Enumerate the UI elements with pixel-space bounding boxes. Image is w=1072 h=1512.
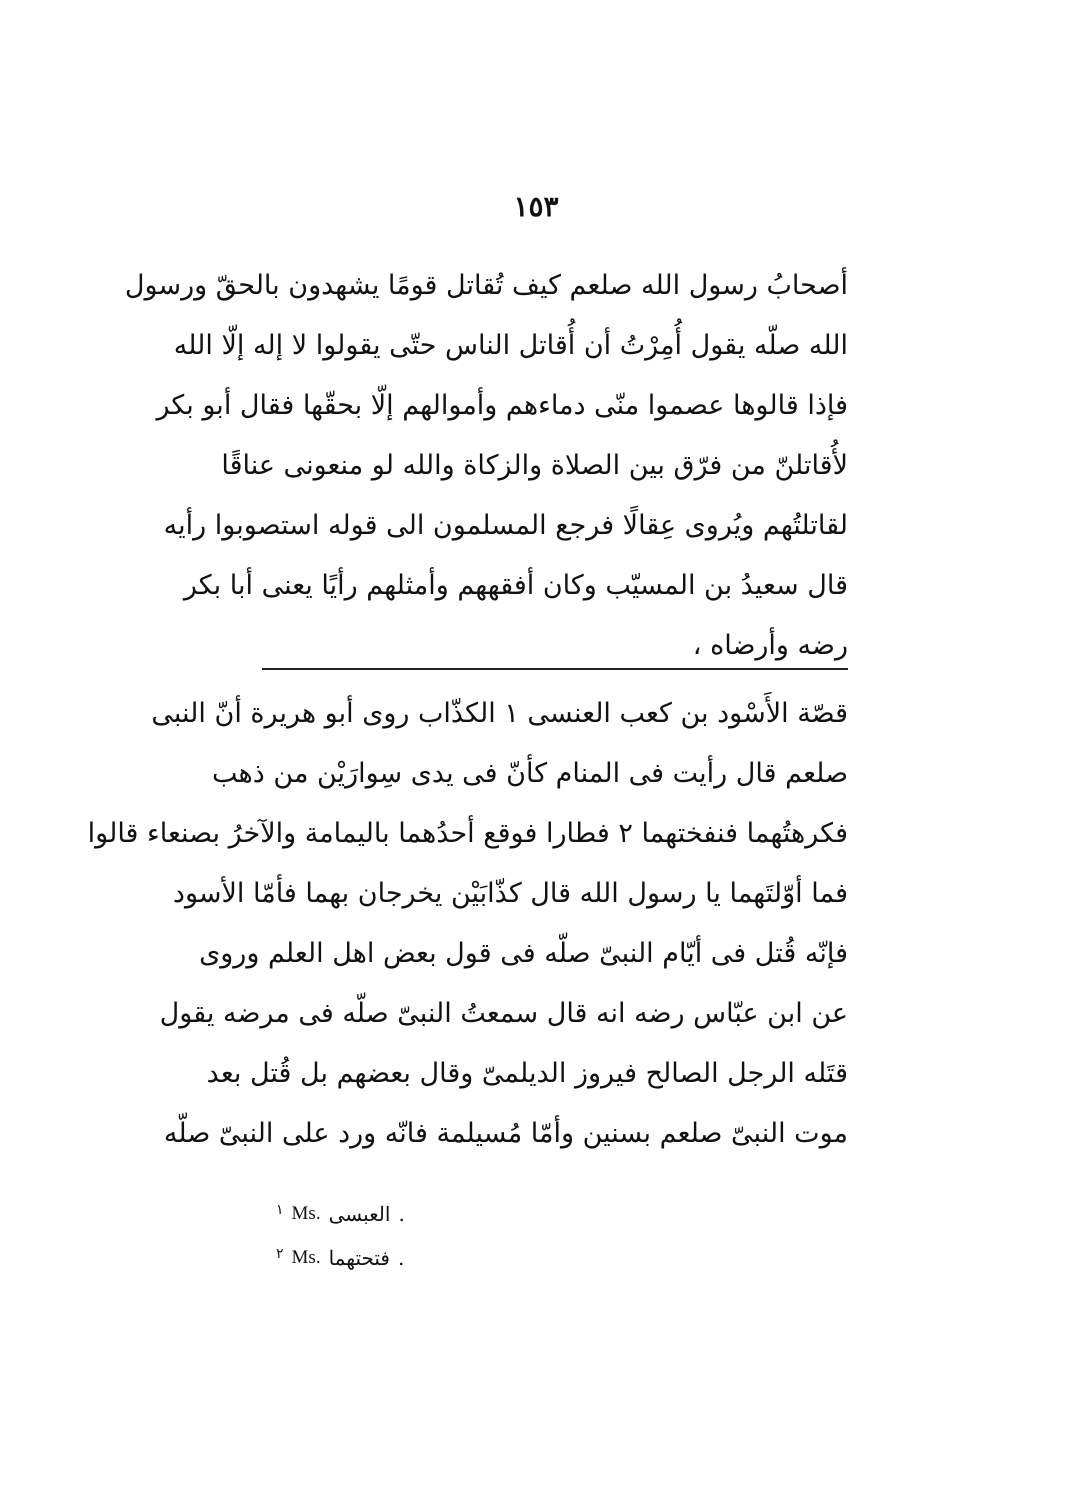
footnote-reading: العبسى [328,1202,391,1226]
footnote-mark: ٢ [276,1246,284,1262]
footnote-ms: Ms. [291,1203,321,1224]
text-line: قال سعيدُ بن المسيّب وكان أفقههم وأمثلهم رأيًا يعنى أبا بكر [183,570,848,601]
footnote-period: . [398,1202,405,1226]
text-line: عن ابن عبّاس رضه انه قال سمعتُ النبىّ صلّه فى مرضه يقول [159,998,848,1029]
text-line: أصحابُ رسول الله صلعم كيف تُقاتل قومًا يشهدون بالحقّ ورسول [124,270,848,301]
text-line: فما أوّلتَهما يا رسول الله قال كذّابَيْن يخرجان بهما فأمّا الأسود [172,878,848,909]
text-line: قتَله الرجل الصالح فيروز الديلمىّ وقال بعضهم بل قُتل بعد [206,1058,848,1089]
footnote-1 [262,1192,662,1236]
section-divider [262,668,848,670]
text-line: صلعم قال رأيت فى المنام كأنّ فى يدى سِوارَيْن من ذهب [212,758,848,789]
footnote-period: . [398,1246,405,1270]
text-line: موت النبىّ صلعم بسنين وأمّا مُسيلمة فانّه ورد على النبىّ صلّه [163,1118,848,1149]
footnote-reading: فتحتهما [328,1246,390,1270]
text-line: فإنّه قُتل فى أيّام النبىّ صلّه فى قول بعض اهل العلم وروى [199,938,848,969]
page-number: ١٥٣ [513,190,559,223]
text-line: لأُقاتلنّ من فرّق بين الصلاة والزكاة والله لو منعونى عناقًا [221,450,848,481]
text-line: الله صلّه يقول أُمِرْتُ أن أُقاتل الناس حتّى يقولوا لا إله إلّا الله [173,330,848,361]
text-line: فكرهتُهما فنفختهما ٢ فطارا فوقع أحدُهما باليمامة والآخرُ بصنعاء قالوا [87,818,848,849]
text-line: لقاتلتُهم ويُروى عِقالًا فرجع المسلمون الى قوله استصوبوا رأيه [163,510,848,541]
text-line: فإذا قالوها عصموا منّى دماءهم وأموالهم إلّا بحقّها فقال أبو بكر [156,390,848,421]
paragraph-2 [87,684,848,1164]
text-line: رضه وأرضاه ، [692,630,848,661]
footnote-mark: ١ [276,1202,284,1218]
footnote-2 [262,1236,662,1280]
footnote-ms: Ms. [291,1247,321,1268]
text-line: قصّة الأَسْود بن كعب العنسى ١ الكذّاب روى أبو هريرة أنّ النبى [151,698,848,729]
footnotes [262,1192,662,1280]
paragraph-1 [124,256,848,676]
